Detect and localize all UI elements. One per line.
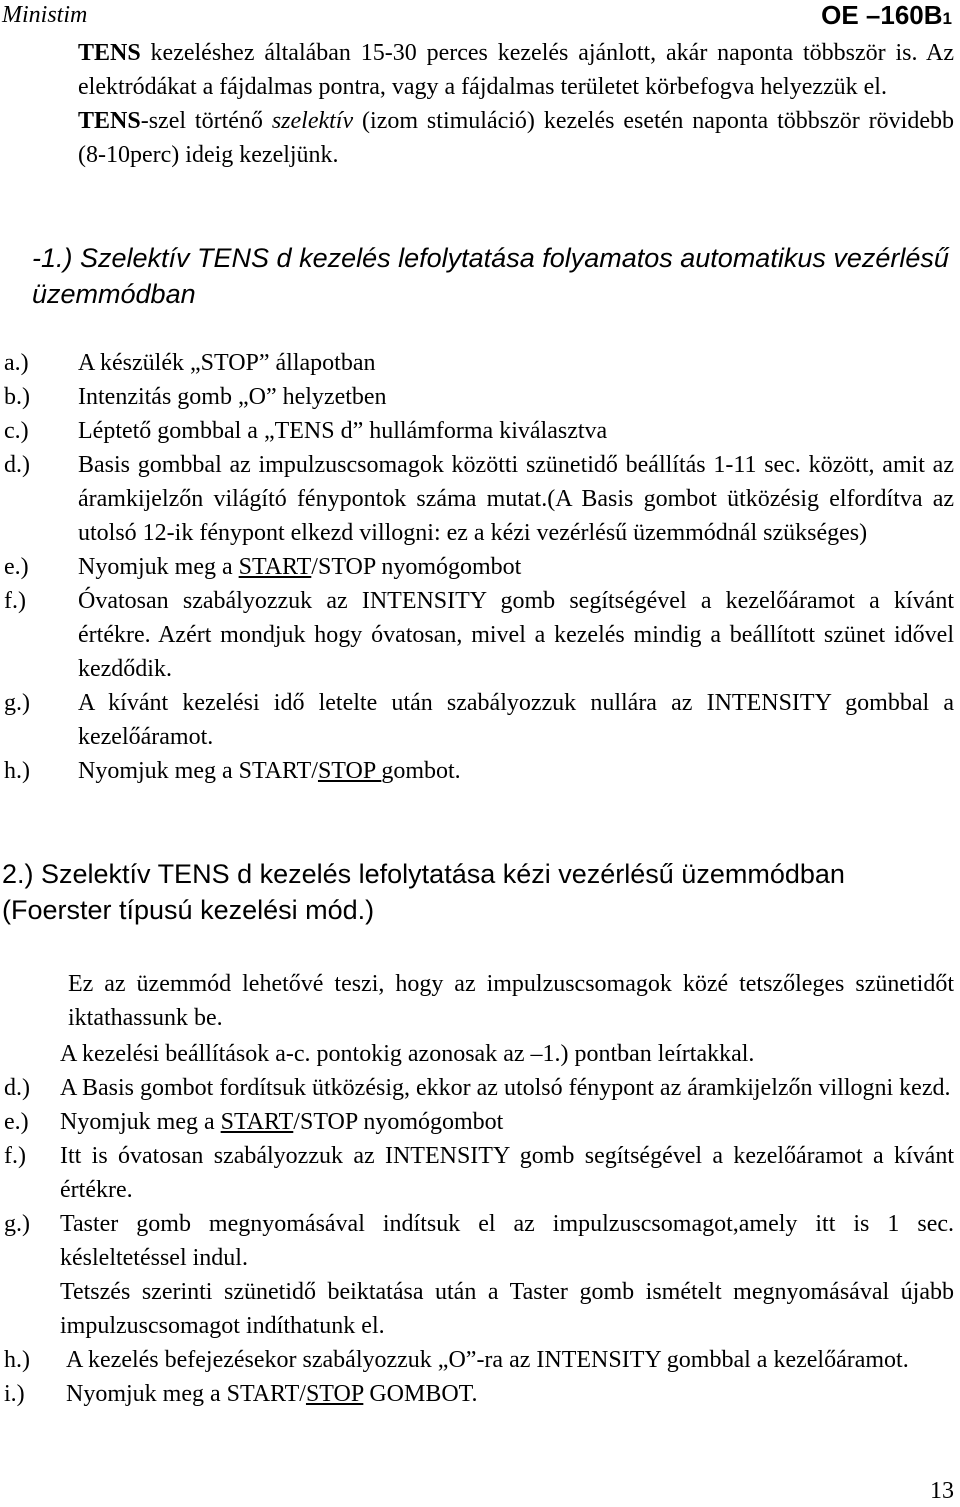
step-text: A kezelés befejezésekor szabályozzuk „O”-ra az INTENSITY gombbal a kezelőáramot. xyxy=(66,1347,909,1373)
step-text: A kívánt kezelési idő letelte után szabályozzuk nullára az INTENSITY gombbal a kezelőáramot. xyxy=(78,690,954,750)
step-c xyxy=(4,414,954,448)
step-text-underlined: START xyxy=(238,554,312,580)
header-brand: Ministim xyxy=(2,2,88,28)
step-i xyxy=(4,1377,954,1411)
section-2-heading: 2.) Szelektív TENS d kezelés lefolytatása kézi vezérlésű üzemmódban (Foerster típusú kezelési mód.) xyxy=(2,859,845,925)
step-text: Itt is óvatosan szabályozzuk az INTENSITY gomb segítségével a kezelőáramot a kívánt értékre. xyxy=(60,1143,954,1203)
step-text-pre: Nyomjuk meg a START/ xyxy=(78,758,318,784)
step-text-extra: Tetszés szerinti szünetidő beiktatása után a Taster gomb ismételt megnyomásával újabb impulzuscsomagot indíthatunk el. xyxy=(60,1279,954,1339)
header-model xyxy=(821,0,952,34)
step-label: i.) xyxy=(4,1381,25,1407)
step-text-pre: Nyomjuk meg a xyxy=(78,554,239,580)
step-b xyxy=(4,380,954,414)
intro-italic: szelektív xyxy=(271,108,354,134)
step-text: Basis gombbal az impulzuscsomagok közötti szünetidő beállítás 1-11 sec. között, amit az áramkijelzőn világító fénypontok száma mutat.(A Basis gombot ütközésig elfordítva az utolsó 12-ik fénypont elkezd villogni: ez a kézi vezérlésű üzemmódnál szükséges) xyxy=(78,452,954,546)
tens-bold-1: TENS xyxy=(78,40,141,66)
step-label: c.) xyxy=(4,418,29,444)
step-text-underlined: START xyxy=(220,1109,294,1135)
step-a xyxy=(4,346,954,380)
step-label: f.) xyxy=(4,1143,26,1169)
step-label: h.) xyxy=(4,1347,30,1373)
page-number: 13 xyxy=(930,1478,954,1504)
intro-text-2a: -szel történő xyxy=(140,108,272,134)
intro-text-1: kezeléshez általában 15-30 perces kezelés ajánlott, akár naponta többször is. Az elektródákat a fájdalmas pontra, vagy a fájdalmas területet körbefogva helyezzük el. xyxy=(78,40,954,100)
section-1-heading: -1.) Szelektív TENS d kezelés lefolytatása folyamatos automatikus vezérlésű üzemmódban xyxy=(32,243,949,309)
step-text-pre: Nyomjuk meg a START/ xyxy=(66,1381,306,1407)
section-1-steps xyxy=(4,346,954,788)
step-text: Óvatosan szabályozzuk az INTENSITY gomb segítségével a kezelőáramot a kívánt értékre. Azért mondjuk hogy óvatosan, mivel a kezelés mindig a beállított szünet idővel kezdődik. xyxy=(78,588,954,682)
step-text-underlined: STOP xyxy=(317,758,382,784)
step-g xyxy=(4,686,954,754)
step-label: e.) xyxy=(4,1109,29,1135)
step-text xyxy=(60,1207,954,1343)
header-model-main: OE –160B xyxy=(821,0,943,30)
intro-section xyxy=(78,36,954,172)
step-text-post: gombot. xyxy=(381,758,461,784)
step-label: b.) xyxy=(4,384,30,410)
step-text: A készülék „STOP” állapotban xyxy=(78,350,376,376)
section-2-note: A kezelési beállítások a-c. pontokig azonosak az –1.) pontban leírtakkal. xyxy=(60,1041,755,1067)
step-text-underlined: STOP xyxy=(305,1381,364,1407)
intro-paragraph-2 xyxy=(78,104,954,172)
step-text: Intenzitás gomb „O” helyzetben xyxy=(78,384,387,410)
step-e xyxy=(4,550,954,584)
step-text xyxy=(66,1377,954,1411)
step-label: f.) xyxy=(4,588,26,614)
step-label: a.) xyxy=(4,350,29,376)
step-text xyxy=(60,1105,954,1139)
header-model-sub: 1 xyxy=(942,9,952,28)
step-text-post: GOMBOT. xyxy=(363,1381,478,1407)
step-label: h.) xyxy=(4,758,30,784)
step-g xyxy=(4,1207,954,1343)
step-label: d.) xyxy=(4,452,30,478)
step-text xyxy=(78,754,954,788)
step-h xyxy=(4,1343,954,1377)
step-text: Léptető gombbal a „TENS d” hullámforma kiválasztva xyxy=(78,418,608,444)
step-text-main: Taster gomb megnyomásával indítsuk el az impulzuscsomagot,amely itt is 1 sec. késleltetéssel indul. xyxy=(60,1211,954,1271)
step-label: d.) xyxy=(4,1075,30,1101)
step-d xyxy=(4,448,954,550)
step-text-post: /STOP nyomógombot xyxy=(293,1109,504,1135)
section-2-steps xyxy=(4,1071,954,1411)
step-f xyxy=(4,1139,954,1207)
step-label: g.) xyxy=(4,690,30,716)
step-label: e.) xyxy=(4,554,29,580)
intro-text-2b: (izom stimuláció) kezelés esetén naponta többször rövidebb (8-10perc) ideig kezeljünk. xyxy=(78,108,954,168)
step-label: g.) xyxy=(4,1211,30,1237)
tens-bold-2: TENS xyxy=(78,108,141,134)
step-f xyxy=(4,584,954,686)
section-2-intro: Ez az üzemmód lehetővé teszi, hogy az impulzuscsomagok közé tetszőleges szünetidőt iktathassunk be. xyxy=(68,971,954,1031)
step-text xyxy=(78,550,954,584)
step-d xyxy=(4,1071,954,1105)
step-text-post: /STOP nyomógombot xyxy=(311,554,522,580)
step-h xyxy=(4,754,954,788)
step-text-pre: Nyomjuk meg a xyxy=(60,1109,221,1135)
step-text: A Basis gombot fordítsuk ütközésig, ekkor az utolsó fénypont az áramkijelzőn villogni kezd. xyxy=(60,1075,951,1101)
intro-paragraph-1 xyxy=(78,36,954,104)
step-e xyxy=(4,1105,954,1139)
